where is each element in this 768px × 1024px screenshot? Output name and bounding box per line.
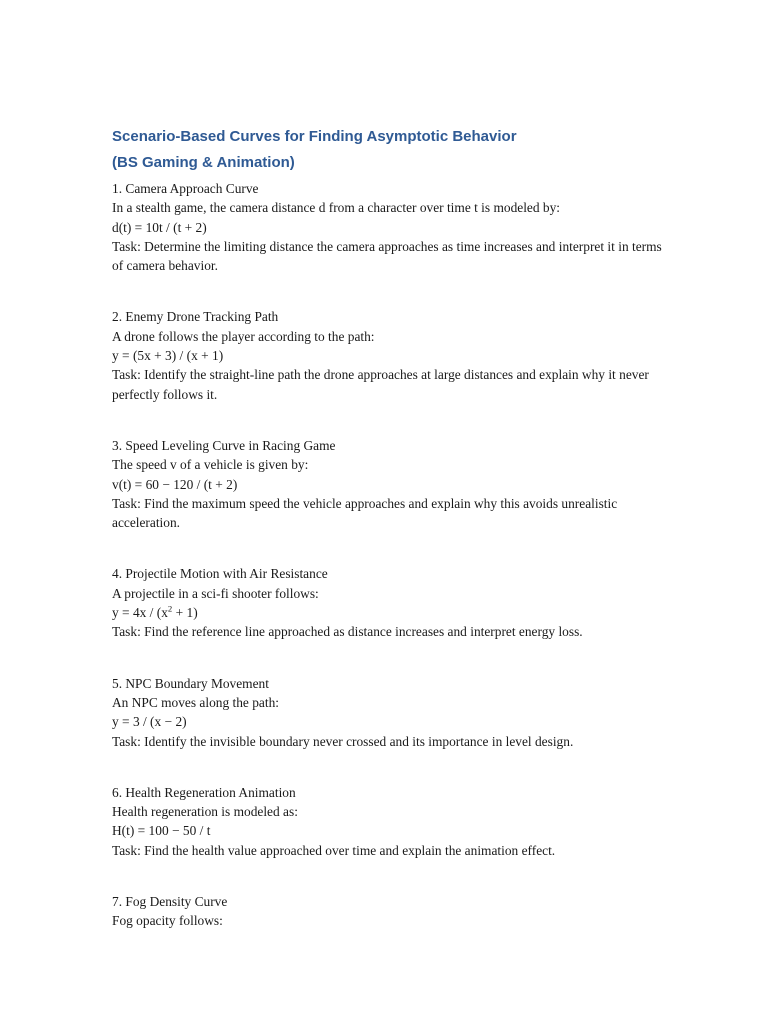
scenario-heading: 6. Health Regeneration Animation bbox=[112, 784, 296, 800]
scenario-intro: A drone follows the player according to the path: bbox=[112, 328, 375, 344]
scenario-formula: d(t) = 10t / (t + 2) bbox=[112, 219, 207, 235]
scenario-7 bbox=[112, 892, 672, 931]
scenario-formula: v(t) = 60 − 120 / (t + 2) bbox=[112, 476, 238, 492]
scenario-intro: Health regeneration is modeled as: bbox=[112, 804, 298, 820]
scenario-6 bbox=[112, 783, 672, 860]
formula-exponent: 2 bbox=[167, 603, 173, 614]
scenario-heading: 3. Speed Leveling Curve in Racing Game bbox=[112, 437, 336, 453]
formula-suffix: + 1) bbox=[172, 605, 198, 621]
scenario-intro: A projectile in a sci-fi shooter follows: bbox=[112, 585, 319, 601]
scenario-task: Task: Identify the straight-line path the drone approaches at large distances and explain why it never perfectly follows it. bbox=[112, 367, 649, 402]
scenario-task: Task: Find the health value approached over time and explain the animation effect. bbox=[112, 842, 556, 858]
scenario-intro: An NPC moves along the path: bbox=[112, 694, 279, 710]
scenario-list bbox=[112, 179, 672, 931]
scenario-formula: y = (5x + 3) / (x + 1) bbox=[112, 348, 224, 364]
scenario-heading: 7. Fog Density Curve bbox=[112, 894, 228, 910]
document-content bbox=[112, 124, 672, 963]
scenario-5 bbox=[112, 674, 672, 751]
scenario-task: Task: Find the reference line approached as distance increases and interpret energy loss. bbox=[112, 624, 583, 640]
scenario-formula: H(t) = 100 − 50 / t bbox=[112, 823, 211, 839]
scenario-3 bbox=[112, 436, 672, 532]
scenario-heading: 1. Camera Approach Curve bbox=[112, 181, 259, 196]
document-title: Scenario-Based Curves for Finding Asymptotic Behavior bbox=[112, 128, 517, 145]
scenario-2 bbox=[112, 307, 672, 403]
scenario-1 bbox=[112, 179, 672, 275]
scenario-formula bbox=[112, 603, 672, 622]
document-subtitle: (BS Gaming & Animation) bbox=[112, 154, 295, 171]
scenario-intro: The speed v of a vehicle is given by: bbox=[112, 457, 309, 473]
formula-prefix: y = 4x / (x bbox=[112, 605, 168, 621]
scenario-task: Task: Determine the limiting distance the camera approaches as time increases and interpret it in terms of camera behavior. bbox=[112, 238, 662, 274]
scenario-4 bbox=[112, 564, 672, 641]
scenario-formula: y = 3 / (x − 2) bbox=[112, 714, 187, 730]
scenario-intro: In a stealth game, the camera distance d from a character over time t is modeled by: bbox=[112, 200, 561, 216]
scenario-task: Task: Identify the invisible boundary never crossed and its importance in level design. bbox=[112, 733, 574, 749]
scenario-heading: 4. Projectile Motion with Air Resistance bbox=[112, 566, 328, 582]
scenario-intro: Fog opacity follows: bbox=[112, 913, 223, 929]
scenario-heading: 2. Enemy Drone Tracking Path bbox=[112, 309, 279, 325]
scenario-heading: 5. NPC Boundary Movement bbox=[112, 675, 269, 691]
scenario-task: Task: Find the maximum speed the vehicle approaches and explain why this avoids unrealistic acceleration. bbox=[112, 495, 618, 531]
